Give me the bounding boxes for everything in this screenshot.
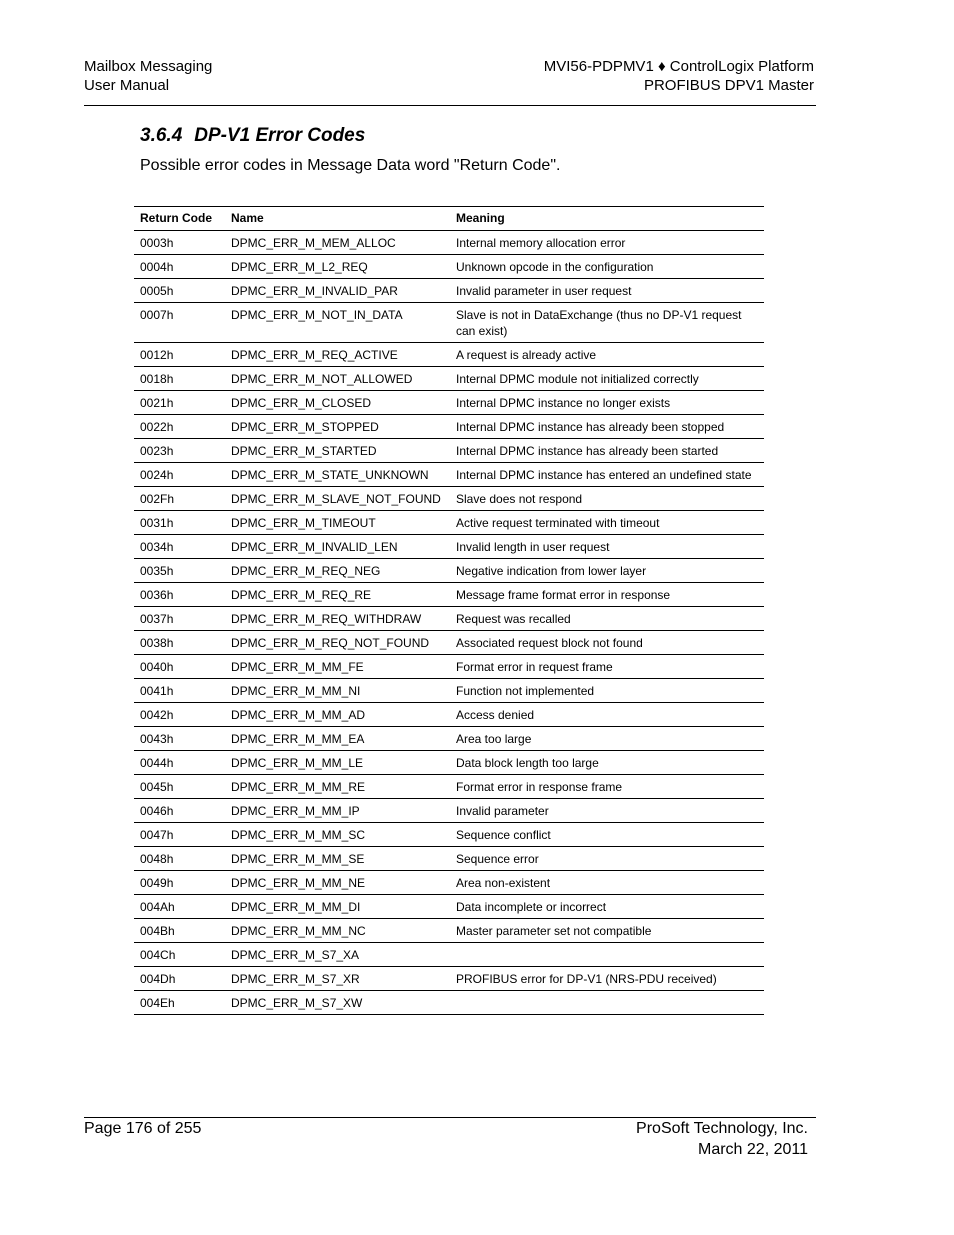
return-code-cell: 0049h xyxy=(134,871,225,895)
meaning-cell: Sequence conflict xyxy=(450,823,764,847)
return-code-cell: 0018h xyxy=(134,367,225,391)
return-code-cell: 0004h xyxy=(134,255,225,279)
table-row xyxy=(134,511,764,535)
table-row xyxy=(134,727,764,751)
table-row xyxy=(134,631,764,655)
meaning-cell: Format error in response frame xyxy=(450,775,764,799)
table-row xyxy=(134,303,764,343)
name-cell: DPMC_ERR_M_REQ_RE xyxy=(225,583,450,607)
meaning-cell: Unknown opcode in the configuration xyxy=(450,255,764,279)
name-cell: DPMC_ERR_M_MM_NI xyxy=(225,679,450,703)
table-row xyxy=(134,823,764,847)
meaning-cell: Master parameter set not compatible xyxy=(450,919,764,943)
page-footer-right xyxy=(636,1118,808,1160)
header-subtitle: PROFIBUS DPV1 Master xyxy=(643,77,814,94)
table-row xyxy=(134,279,764,303)
return-code-cell: 0044h xyxy=(134,751,225,775)
table-row xyxy=(134,775,764,799)
table-row xyxy=(134,679,764,703)
return-code-cell: 0007h xyxy=(134,303,225,343)
footer-company: ProSoft Technology, Inc. xyxy=(636,1120,808,1137)
name-cell: DPMC_ERR_M_S7_XA xyxy=(225,943,450,967)
name-cell: DPMC_ERR_M_TIMEOUT xyxy=(225,511,450,535)
name-cell: DPMC_ERR_M_NOT_IN_DATA xyxy=(225,303,450,343)
table-row xyxy=(134,847,764,871)
meaning-cell: Invalid length in user request xyxy=(450,535,764,559)
meaning-cell: Slave is not in DataExchange (thus no DP-V1 request can exist) xyxy=(450,303,764,343)
meaning-cell: Invalid parameter xyxy=(450,799,764,823)
header-chapter: Mailbox Messaging xyxy=(84,58,213,75)
name-cell: DPMC_ERR_M_L2_REQ xyxy=(225,255,450,279)
meaning-cell: Request was recalled xyxy=(450,607,764,631)
name-cell: DPMC_ERR_M_STATE_UNKNOWN xyxy=(225,463,450,487)
table-row xyxy=(134,655,764,679)
name-cell: DPMC_ERR_M_S7_XR xyxy=(225,967,450,991)
name-cell: DPMC_ERR_M_MM_LE xyxy=(225,751,450,775)
return-code-cell: 0024h xyxy=(134,463,225,487)
name-cell: DPMC_ERR_M_REQ_ACTIVE xyxy=(225,343,450,367)
return-code-cell: 004Dh xyxy=(134,967,225,991)
column-header-name: Name xyxy=(225,207,450,231)
header-doc-type: User Manual xyxy=(84,77,170,94)
meaning-cell: Internal memory allocation error xyxy=(450,231,764,255)
return-code-cell: 0038h xyxy=(134,631,225,655)
name-cell: DPMC_ERR_M_MM_SE xyxy=(225,847,450,871)
table-row xyxy=(134,919,764,943)
table-row xyxy=(134,343,764,367)
name-cell: DPMC_ERR_M_REQ_NEG xyxy=(225,559,450,583)
meaning-cell: Area non-existent xyxy=(450,871,764,895)
table-row xyxy=(134,391,764,415)
return-code-cell: 0041h xyxy=(134,679,225,703)
section-title: DP-V1 Error Codes xyxy=(194,125,366,146)
name-cell: DPMC_ERR_M_INVALID_PAR xyxy=(225,279,450,303)
table-row xyxy=(134,607,764,631)
table-row xyxy=(134,799,764,823)
meaning-cell xyxy=(450,991,764,1015)
meaning-cell: Internal DPMC module not initialized correctly xyxy=(450,367,764,391)
name-cell: DPMC_ERR_M_INVALID_LEN xyxy=(225,535,450,559)
return-code-cell: 0037h xyxy=(134,607,225,631)
return-code-cell: 0046h xyxy=(134,799,225,823)
meaning-cell: Internal DPMC instance has entered an undefined state xyxy=(450,463,764,487)
return-code-cell: 0040h xyxy=(134,655,225,679)
page-header-left xyxy=(84,57,212,95)
return-code-cell: 0003h xyxy=(134,231,225,255)
return-code-cell: 0047h xyxy=(134,823,225,847)
meaning-cell: Associated request block not found xyxy=(450,631,764,655)
table-row xyxy=(134,943,764,967)
error-code-table xyxy=(134,206,764,1015)
table-row xyxy=(134,367,764,391)
name-cell: DPMC_ERR_M_SLAVE_NOT_FOUND xyxy=(225,487,450,511)
meaning-cell: Message frame format error in response xyxy=(450,583,764,607)
table-row xyxy=(134,255,764,279)
return-code-cell: 0036h xyxy=(134,583,225,607)
name-cell: DPMC_ERR_M_REQ_WITHDRAW xyxy=(225,607,450,631)
meaning-cell: Access denied xyxy=(450,703,764,727)
section-intro: Possible error codes in Message Data word "Return Code". xyxy=(140,157,561,174)
table-header-row xyxy=(134,207,764,231)
meaning-cell: Internal DPMC instance has already been started xyxy=(450,439,764,463)
meaning-cell: Active request terminated with timeout xyxy=(450,511,764,535)
header-product: MVI56-PDPMV1 ♦ ControlLogix Platform xyxy=(543,58,814,75)
return-code-cell: 0022h xyxy=(134,415,225,439)
name-cell: DPMC_ERR_M_NOT_ALLOWED xyxy=(225,367,450,391)
return-code-cell: 004Ah xyxy=(134,895,225,919)
return-code-cell: 002Fh xyxy=(134,487,225,511)
meaning-cell: Format error in request frame xyxy=(450,655,764,679)
table-row xyxy=(134,583,764,607)
return-code-cell: 0042h xyxy=(134,703,225,727)
table-row xyxy=(134,871,764,895)
header-divider xyxy=(84,105,816,106)
footer-date: March 22, 2011 xyxy=(698,1141,808,1158)
page-number: Page 176 of 255 xyxy=(84,1120,202,1137)
meaning-cell: Internal DPMC instance has already been stopped xyxy=(450,415,764,439)
name-cell: DPMC_ERR_M_MM_FE xyxy=(225,655,450,679)
name-cell: DPMC_ERR_M_MM_NE xyxy=(225,871,450,895)
name-cell: DPMC_ERR_M_STARTED xyxy=(225,439,450,463)
name-cell: DPMC_ERR_M_STOPPED xyxy=(225,415,450,439)
meaning-cell: Function not implemented xyxy=(450,679,764,703)
meaning-cell: Area too large xyxy=(450,727,764,751)
section-heading xyxy=(140,125,365,147)
meaning-cell: Slave does not respond xyxy=(450,487,764,511)
name-cell: DPMC_ERR_M_MM_SC xyxy=(225,823,450,847)
table-row xyxy=(134,751,764,775)
meaning-cell: Data block length too large xyxy=(450,751,764,775)
table-body xyxy=(134,231,764,1015)
return-code-cell: 004Bh xyxy=(134,919,225,943)
column-header-return-code: Return Code xyxy=(134,207,225,231)
name-cell: DPMC_ERR_M_MM_RE xyxy=(225,775,450,799)
meaning-cell: Negative indication from lower layer xyxy=(450,559,764,583)
table-row xyxy=(134,535,764,559)
name-cell: DPMC_ERR_M_S7_XW xyxy=(225,991,450,1015)
meaning-cell: Data incomplete or incorrect xyxy=(450,895,764,919)
table-row xyxy=(134,487,764,511)
meaning-cell xyxy=(450,943,764,967)
name-cell: DPMC_ERR_M_MM_EA xyxy=(225,727,450,751)
table-row xyxy=(134,967,764,991)
meaning-cell: PROFIBUS error for DP-V1 (NRS-PDU received) xyxy=(450,967,764,991)
error-code-table-container xyxy=(134,206,764,1015)
table-row xyxy=(134,231,764,255)
return-code-cell: 0031h xyxy=(134,511,225,535)
return-code-cell: 0048h xyxy=(134,847,225,871)
table-row xyxy=(134,415,764,439)
return-code-cell: 0043h xyxy=(134,727,225,751)
page-header-right xyxy=(544,57,814,95)
table-row xyxy=(134,463,764,487)
return-code-cell: 004Ch xyxy=(134,943,225,967)
return-code-cell: 004Eh xyxy=(134,991,225,1015)
return-code-cell: 0012h xyxy=(134,343,225,367)
column-header-meaning: Meaning xyxy=(450,207,764,231)
return-code-cell: 0005h xyxy=(134,279,225,303)
table-row xyxy=(134,895,764,919)
name-cell: DPMC_ERR_M_MEM_ALLOC xyxy=(225,231,450,255)
table-row xyxy=(134,991,764,1015)
table-row xyxy=(134,439,764,463)
section-number: 3.6.4 xyxy=(140,125,183,146)
return-code-cell: 0021h xyxy=(134,391,225,415)
name-cell: DPMC_ERR_M_REQ_NOT_FOUND xyxy=(225,631,450,655)
name-cell: DPMC_ERR_M_MM_DI xyxy=(225,895,450,919)
name-cell: DPMC_ERR_M_MM_IP xyxy=(225,799,450,823)
return-code-cell: 0023h xyxy=(134,439,225,463)
meaning-cell: Internal DPMC instance no longer exists xyxy=(450,391,764,415)
table-row xyxy=(134,559,764,583)
return-code-cell: 0045h xyxy=(134,775,225,799)
meaning-cell: A request is already active xyxy=(450,343,764,367)
name-cell: DPMC_ERR_M_CLOSED xyxy=(225,391,450,415)
name-cell: DPMC_ERR_M_MM_NC xyxy=(225,919,450,943)
table-row xyxy=(134,703,764,727)
return-code-cell: 0034h xyxy=(134,535,225,559)
name-cell: DPMC_ERR_M_MM_AD xyxy=(225,703,450,727)
meaning-cell: Invalid parameter in user request xyxy=(450,279,764,303)
return-code-cell: 0035h xyxy=(134,559,225,583)
meaning-cell: Sequence error xyxy=(450,847,764,871)
